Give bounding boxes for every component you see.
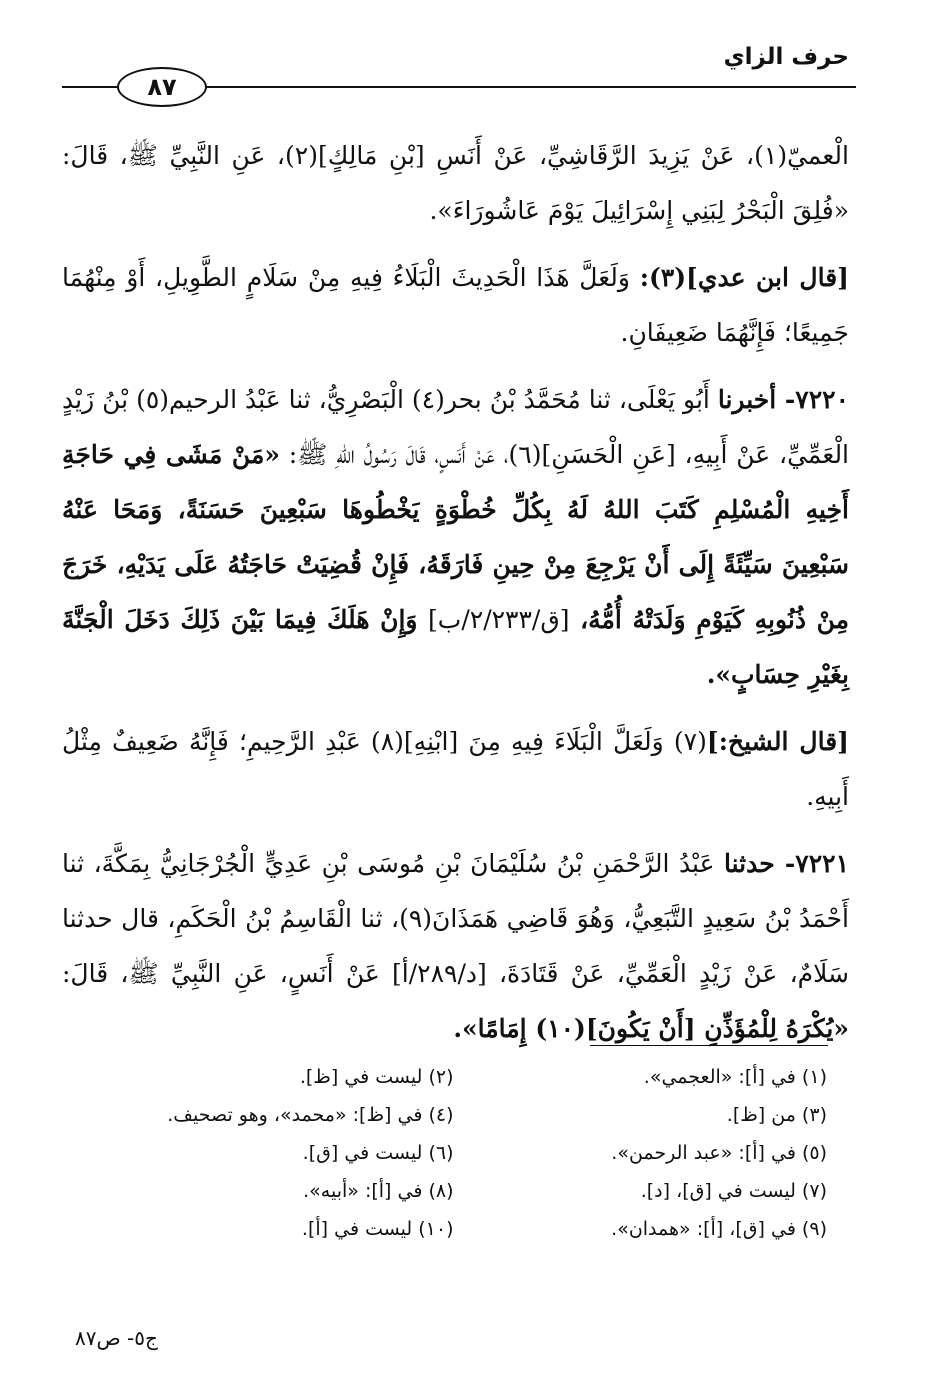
matn-text-end: وَإِنْ هَلَكَ فِيمَا بَيْنَ ذَلِكَ دَخَلَ الْجَنَّةَ بِغَيْرِ حِسَابٍ». [62, 605, 849, 689]
main-text [62, 128, 849, 1056]
isnad-text: أَبُو يَعْلَى، ثنا مُحَمَّدُ بْنُ بحر(٤) الْبَصْرِيُّ، ثنا عَبْدُ الرحيم(٥) بْنُ زَيْدٍ الْعَمِّيِّ، عَنْ أَبِيهِ، [عَنِ الْحَسَنِ](٦)، عَنْ أَنَسٍ، قَالَ رَسُولُ اللهِ ﷺ: [62, 385, 850, 469]
hadith-number-label: ٧٢٢١- حدثنا [723, 849, 849, 878]
page-number-badge: ٨٧ [117, 67, 207, 107]
footnote-item: (١٠) ليست في [أ]. [301, 1218, 454, 1240]
paragraph-text: وَلَعَلَّ هَذَا الْحَدِيثَ الْبَلَاءُ فِيهِ مِنْ سَلَامٍ الطَّوِيلِ، أَوْ مِنْهُمَا جَمِيعًا؛ فَإِنَّهُمَا ضَعِيفَانِ. [62, 263, 849, 347]
paragraph-text: الْعميّ(١)، عَنْ يَزِيدَ الرَّقَاشِيِّ، عَنْ أَنَسِ [بْنِ مَالِكٍ](٢)، عَنِ النَّبِيِّ ﷺ، قَالَ: «فُلِقَ الْبَحْرُ لِبَنِي إِسْرَائِيلَ يَوْمَ عَاشُورَاءَ». [62, 141, 849, 225]
footnote-divider [590, 1045, 828, 1046]
paragraph-hadith-7220 [62, 372, 849, 702]
footnote-item: (٤) في [ظ]: «محمد»، وهو تصحيف. [167, 1104, 454, 1126]
footnote-item: (٣) من [ظ]. [726, 1104, 827, 1126]
footnote-item: (٢) ليست في [ظ]. [299, 1066, 454, 1088]
paragraph-ibn-adi [62, 250, 849, 360]
footnote-item: (٦) ليست في [ق]. [302, 1142, 454, 1164]
footnote-item: (٩) في [ق]، [أ]: «همدان». [611, 1218, 827, 1240]
hadith-number-label: ٧٢٢٠- أخبرنا [717, 385, 849, 414]
footnote-item: (٨) في [أ]: «أبيه». [303, 1180, 454, 1202]
paragraph-hadith-end [62, 128, 849, 238]
isnad-text: عَبْدُ الرَّحْمَنِ بْنُ سُلَيْمَانَ بْنِ مُوسَى بْنِ عَدِيٍّ الْجُرْجَانِيُّ بِمَكَّةَ، ثنا أَحْمَدُ بْنُ سَعِيدٍ التَّبَعِيُّ، وَهُوَ قَاضِي هَمَذَانَ(٩)، ثنا الْقَاسِمُ بْنُ الْحَكَمِ، قال حدثنا سَلَامٌ، عَنْ زَيْدٍ الْعَمِّيِّ، عَنْ قَتَادَةَ، [د/٢٨٩/أ] عَنْ أَنَسٍ، عَنِ النَّبِيِّ ﷺ، قَالَ: [62, 849, 850, 988]
volume-page-reference: ج٥- ص٨٧ [75, 1326, 158, 1350]
footnote-item: (٥) في [أ]: «عبد الرحمن». [611, 1142, 827, 1164]
matn-text: «مَنْ مَشَى فِي حَاجَةِ أَخِيهِ الْمُسْلِمِ كَتَبَ اللهُ لَهُ بِكُلِّ خُطْوَةٍ يَخْطُوهَا سَبْعِينَ حَسَنَةً، وَمَحَا عَنْهُ سَبْعِينَ سَيِّئَةً إِلَى أَنْ يَرْجِعَ مِنْ حِينِ فَارَقَهُ، فَإِنْ قُضِيَتْ حَاجَتُهُ عَلَى يَدَيْهِ، خَرَجَ مِنْ ذُنُوبِهِ كَيَوْمِ وَلَدَتْهُ أُمُّهُ، [62, 440, 849, 634]
footnotes [110, 1060, 827, 1247]
paragraph-text: (٧) وَلَعَلَّ الْبَلَاءَ فِيهِ مِنَ [ابْنِهِ](٨) عَبْدِ الرَّحِيمِ؛ فَإِنَّهُ ضَعِيفٌ مِثْلُ أَبِيهِ. [62, 727, 849, 811]
speaker-label: [قال الشيخ:] [706, 727, 849, 756]
footnote-item: (٧) ليست في [ق]، [د]. [640, 1180, 827, 1202]
matn-text: «يُكْرَهُ لِلْمُؤَذِّنِ [أَنْ يَكُونَ](١٠) إِمَامًا». [453, 1014, 849, 1043]
chapter-header-title: حرف الزاي [723, 44, 849, 70]
paragraph-sheikh [62, 714, 849, 824]
speaker-label: [قال ابن عدي](٣): [639, 263, 849, 292]
manuscript-ref: [ق/٢/٢٣٣/ب] [428, 605, 570, 634]
footnote-item: (١) في [أ]: «العجمي». [643, 1066, 827, 1088]
paragraph-hadith-7221 [62, 836, 849, 1056]
